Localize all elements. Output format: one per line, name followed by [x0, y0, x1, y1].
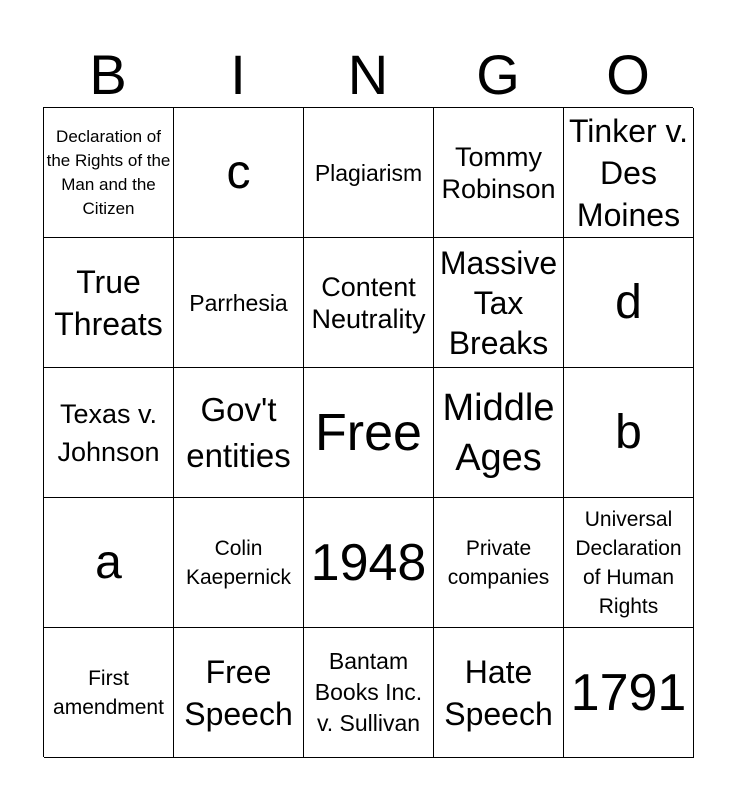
bingo-cell-text: Private companies — [447, 536, 550, 589]
bingo-cell[interactable] — [44, 368, 174, 498]
bingo-cell[interactable] — [564, 238, 694, 368]
bingo-cell-text: 1791 — [570, 663, 687, 722]
bingo-cell[interactable] — [174, 498, 304, 628]
bingo-cell[interactable] — [564, 368, 694, 498]
bingo-cell[interactable] — [304, 108, 434, 238]
bingo-cell-text: Declaration of the Rights of the Man and the Citizen — [46, 126, 171, 218]
bingo-cell-text: Colin Kaepernick — [185, 536, 292, 589]
header-letter-n: N — [347, 43, 389, 106]
bingo-cell[interactable] — [304, 628, 434, 758]
bingo-cell-text: Tinker v. Des Moines — [568, 112, 689, 233]
bingo-cell[interactable] — [304, 498, 434, 628]
bingo-cell[interactable] — [564, 498, 694, 628]
bingo-cell-text: Bantam Books Inc. v. Sullivan — [314, 648, 423, 736]
bingo-cell[interactable] — [434, 368, 564, 498]
bingo-cell-text: d — [615, 275, 642, 329]
bingo-cell-text: True Threats — [54, 263, 163, 342]
bingo-cell[interactable] — [434, 628, 564, 758]
bingo-cell-text: Free — [315, 403, 422, 462]
bingo-cell[interactable] — [44, 108, 174, 238]
header-letter-b: B — [89, 43, 127, 106]
bingo-cell[interactable] — [174, 368, 304, 498]
bingo-cell[interactable] — [304, 368, 434, 498]
bingo-cell-text: Content Neutrality — [311, 271, 426, 334]
bingo-cell-text: Plagiarism — [314, 159, 423, 186]
bingo-cell[interactable] — [174, 238, 304, 368]
bingo-cell[interactable] — [44, 498, 174, 628]
header-letter-g: G — [476, 43, 520, 106]
bingo-cell-text: Free Speech — [184, 653, 293, 732]
bingo-cell-text: Gov't entities — [186, 390, 291, 474]
bingo-card-grid — [43, 107, 693, 757]
bingo-cell[interactable] — [174, 628, 304, 758]
bingo-cell-text: Hate Speech — [444, 653, 553, 732]
bingo-cell-text: Texas v. Johnson — [57, 398, 160, 467]
bingo-cell-text: a — [95, 535, 122, 589]
bingo-cell-text: First amendment — [53, 666, 164, 719]
bingo-cell[interactable] — [434, 108, 564, 238]
bingo-cell[interactable] — [434, 498, 564, 628]
bingo-cell[interactable] — [564, 108, 694, 238]
bingo-cell[interactable] — [44, 628, 174, 758]
bingo-cell-text: Massive Tax Breaks — [439, 244, 558, 361]
bingo-cell[interactable] — [44, 238, 174, 368]
bingo-cell[interactable] — [434, 238, 564, 368]
bingo-cell-text: 1948 — [310, 533, 427, 592]
bingo-cell-text: b — [615, 405, 642, 459]
bingo-cell-text: Middle Ages — [442, 386, 555, 479]
bingo-cell-text: Universal Declaration of Human Rights — [575, 507, 682, 618]
bingo-cell[interactable] — [564, 628, 694, 758]
bingo-cell[interactable] — [304, 238, 434, 368]
header-letter-o: O — [606, 43, 650, 106]
bingo-cell-text: Tommy Robinson — [441, 141, 556, 204]
header-letter-i: I — [230, 43, 246, 106]
bingo-header — [43, 42, 693, 108]
bingo-cell[interactable] — [174, 108, 304, 238]
bingo-cell-text: c — [226, 145, 251, 199]
bingo-cell-text: Parrhesia — [189, 289, 288, 316]
